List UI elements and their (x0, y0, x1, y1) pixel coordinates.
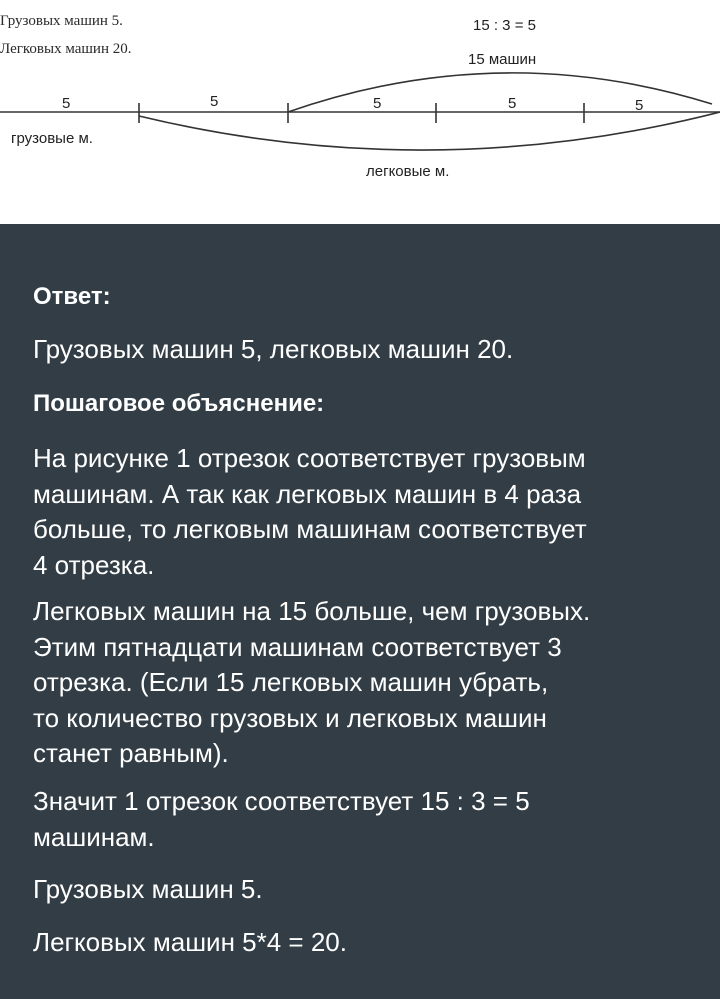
paragraph-line: машинам. А так как легковых машин в 4 раза (33, 478, 582, 509)
answer-heading: Ответ: (33, 283, 111, 310)
segment-label: 5 (635, 97, 644, 114)
paragraph-line: то количество грузовых и легковых машин (33, 702, 547, 733)
paragraph-line: машинам. (33, 821, 155, 852)
paragraph-line: Этим пятнадцати машинам соответствует 3 (33, 631, 562, 662)
diagram-svg (0, 0, 720, 224)
segment-label: 5 (210, 93, 219, 110)
answer-text (33, 332, 693, 368)
paragraph-line: Легковых машин на 15 больше, чем грузовых. (33, 596, 591, 626)
explanation-paragraph-4 (33, 872, 693, 908)
paragraph-line: 4 отрезка. (33, 549, 155, 580)
cars-label: легковые м. (366, 163, 450, 180)
paragraph-line: Значит 1 отрезок соответствует 15 : 3 = 5 (33, 786, 530, 816)
segment-diagram (0, 0, 720, 224)
answer-panel (0, 224, 720, 999)
paragraph-line: станет равным). (33, 738, 229, 768)
equation-label: 15 : 3 = 5 (473, 17, 536, 34)
paragraph-line: отрезка. (Если 15 легковых машин убрать, (33, 667, 549, 697)
paragraph-line: Грузовых машин 5. (33, 874, 263, 904)
difference-label: 15 машин (468, 51, 537, 68)
explanation-paragraph-3 (33, 784, 693, 855)
paragraph-line: больше, то легковым машинам соответствует (33, 514, 587, 544)
segment-label: 5 (373, 95, 382, 112)
explanation-paragraph-5 (33, 925, 693, 961)
note-cars: Легковых машин 20. (0, 41, 132, 57)
trucks-label: грузовые м. (11, 130, 93, 147)
cars-brace (139, 112, 720, 150)
explanation-paragraph-2 (33, 594, 693, 772)
segment-label: 5 (62, 95, 71, 112)
note-trucks: Грузовых машин 5. (0, 13, 123, 29)
answer-line: Грузовых машин 5, легковых машин 20. (33, 334, 514, 364)
paragraph-line: Легковых машин 5*4 = 20. (33, 927, 347, 957)
explanation-heading: Пошаговое объяснение: (33, 390, 325, 417)
segment-label: 5 (508, 95, 517, 112)
difference-brace (288, 73, 712, 112)
explanation-paragraph-1 (33, 441, 693, 583)
paragraph-line: На рисунке 1 отрезок соответствует грузовым (33, 443, 586, 473)
